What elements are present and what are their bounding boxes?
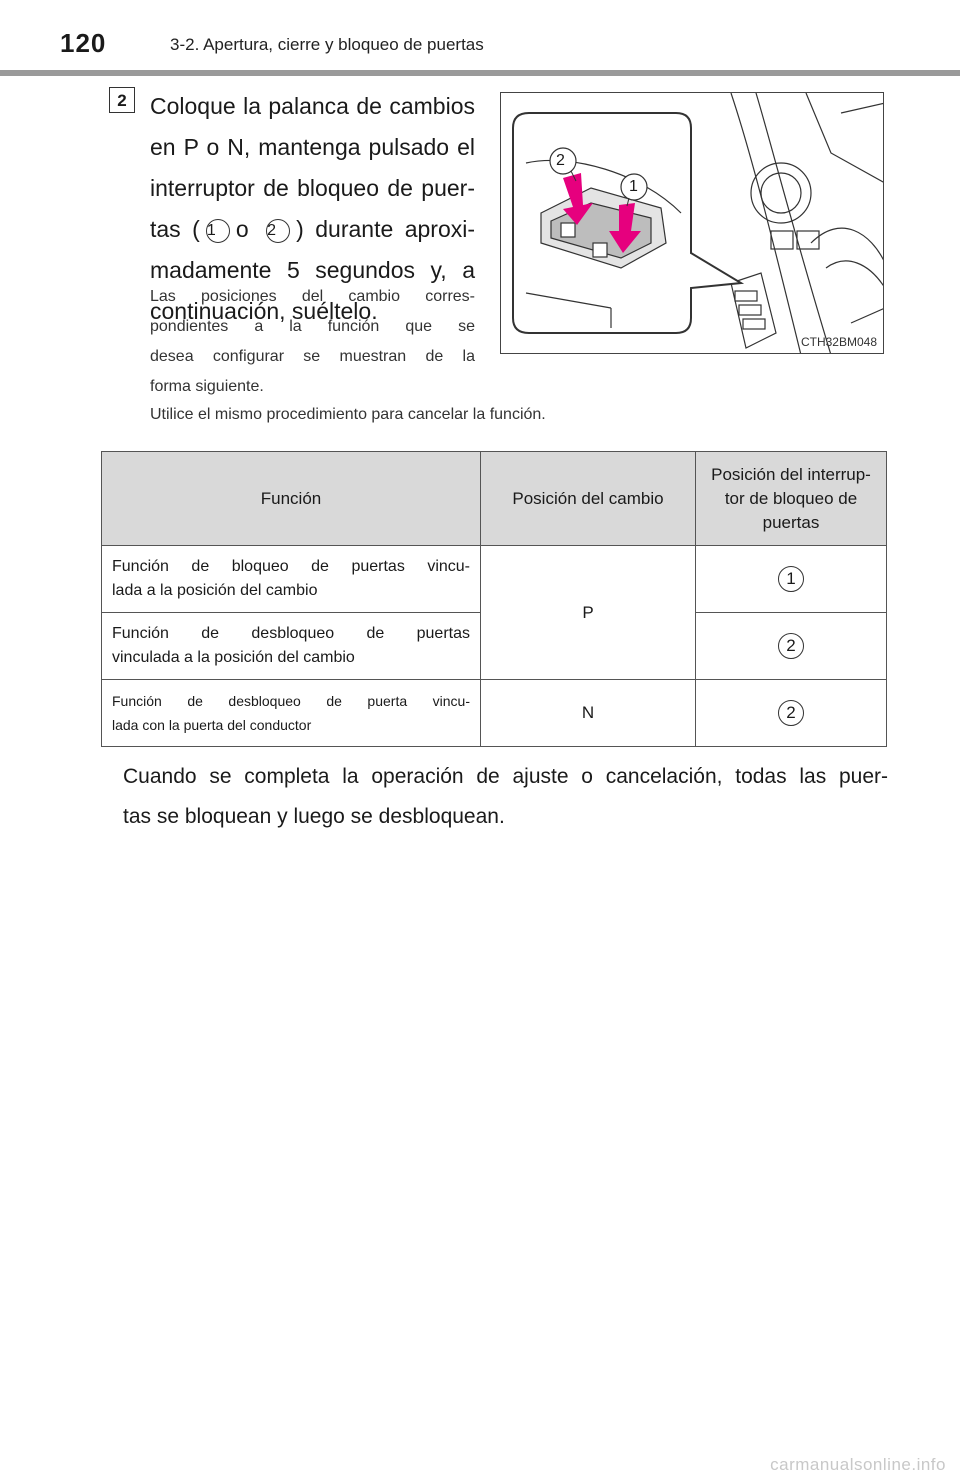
figure-code: CTH32BM048: [800, 335, 877, 349]
header-rule: [0, 70, 960, 76]
note-line: forma siguiente.: [150, 378, 264, 395]
step-line: en P o N, mantenga pulsado el: [150, 134, 475, 160]
illustration-drawing: [501, 93, 884, 354]
step-line: continuación, suéltelo.: [150, 298, 378, 324]
note-line: Las posiciones del cambio corres-: [150, 288, 475, 305]
circled-2-icon: 2: [778, 633, 804, 659]
step-line: Coloque la palanca de cambios: [150, 93, 475, 119]
note-line: pondientes a la función que se: [150, 318, 475, 335]
page-header: [0, 0, 960, 78]
function-settings-table: [101, 451, 887, 747]
circled-1-icon: 1: [206, 219, 230, 243]
step-line: madamente 5 segundos y, a: [150, 257, 475, 283]
closing-paragraph: [123, 757, 888, 837]
step-line-prefix: tas (: [150, 216, 200, 242]
circled-1-icon: 1: [778, 566, 804, 592]
function-cell: Función de desbloqueo de puertas vinculada a la posición del cambio: [102, 613, 481, 680]
note-line: desea configurar se muestran de la: [150, 348, 475, 365]
step-line-suffix: ) durante aproxi-: [296, 216, 476, 242]
circled-2-icon: 2: [778, 700, 804, 726]
closing-line: Cuando se completa la operación de ajuste o cancelación, todas las puer-: [123, 765, 888, 788]
step-line-mid: o: [235, 216, 249, 242]
closing-line: tas se bloquean y luego se desbloquean.: [123, 805, 505, 828]
function-cell: Función de desbloqueo de puerta vincu- lada con la puerta del conductor: [102, 680, 481, 747]
step-number-box: 2: [109, 87, 135, 113]
callout-1-label: 1: [629, 178, 638, 195]
column-header-function: Función: [102, 452, 481, 546]
step-line-with-icons: [150, 209, 475, 250]
switch-position-cell: [696, 680, 887, 747]
watermark: carmanualsonline.info: [770, 1455, 946, 1474]
step-note: [150, 282, 475, 402]
page-number: 120: [60, 28, 107, 58]
shift-position-cell: P: [481, 546, 696, 680]
circled-2-icon: 2: [266, 219, 290, 243]
switch-position-cell: [696, 613, 887, 680]
step-line: interruptor de bloqueo de puer-: [150, 175, 475, 201]
cancel-note: Utilice el mismo procedimiento para cancelar la función.: [150, 406, 546, 423]
door-lock-switch-illustration: [500, 92, 884, 354]
callout-2-label: 2: [556, 152, 565, 169]
function-cell: Función de bloqueo de puertas vincu- lada a la posición del cambio: [102, 546, 481, 613]
section-title: 3-2. Apertura, cierre y bloqueo de puertas: [170, 35, 484, 54]
shift-position-cell: N: [481, 680, 696, 747]
switch-position-cell: [696, 546, 887, 613]
column-header-shift-position: Posición del cambio: [481, 452, 696, 546]
table-header-row: [102, 452, 887, 546]
column-header-switch-position: Posición del interrup- tor de bloqueo de puertas: [696, 452, 887, 546]
table-row: [102, 546, 887, 613]
table-row: [102, 680, 887, 747]
